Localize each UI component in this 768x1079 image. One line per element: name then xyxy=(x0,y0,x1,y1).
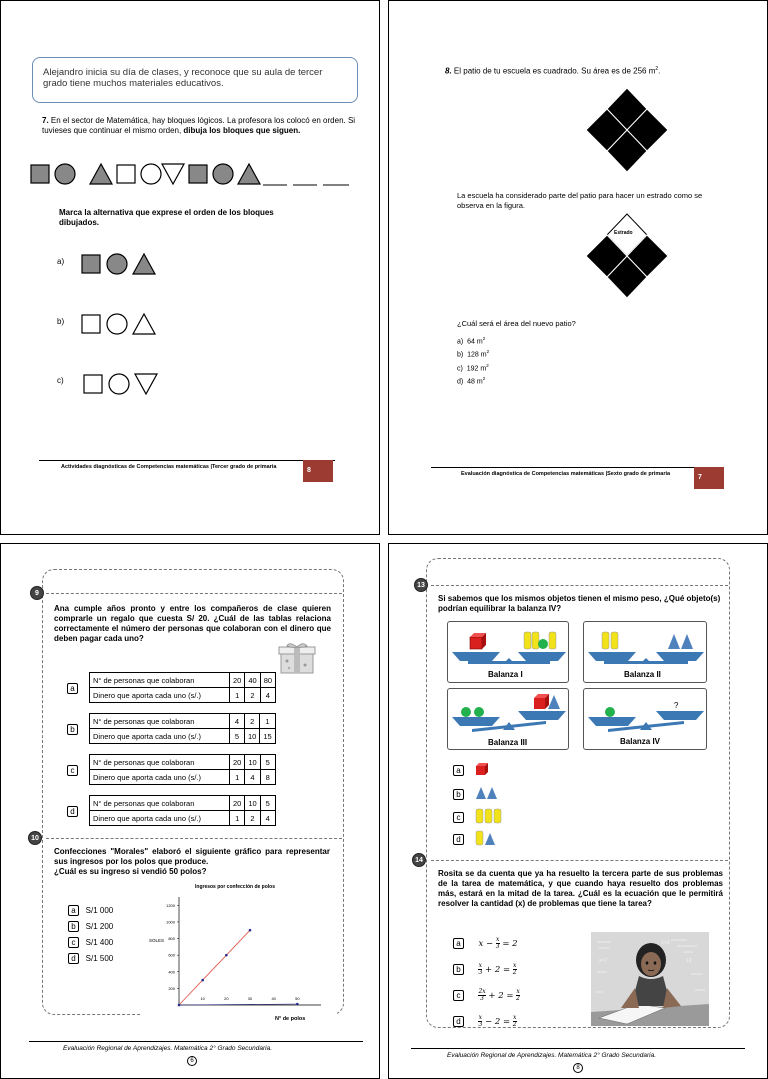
green-sphere-icon xyxy=(538,639,548,649)
chart-xlabel: N° de polos xyxy=(275,1016,306,1022)
option-a[interactable]: a) 64 $m^2$ xyxy=(457,336,486,346)
option-b-label: b) xyxy=(57,317,65,326)
y-tick-label: 800 xyxy=(168,936,175,942)
question-text: El patio de tu escuela es cuadrado. Su área es de 256 m xyxy=(453,66,656,76)
page-number-badge: 7 xyxy=(694,467,724,489)
q13-option-a[interactable] xyxy=(453,760,491,778)
footer-divider xyxy=(431,467,723,468)
intro-text: Alejandro inicia su día de clases, y reconoce que su aula de tercer grado tiene muchos materiales educativos. xyxy=(43,67,323,89)
equation-option-a[interactable]: a x − $\frac{x}{3}$ = 2 xyxy=(453,933,518,947)
yellow-cylinder-icon xyxy=(611,632,618,649)
yellow-cylinder-icon xyxy=(476,809,483,823)
table-row: Dinero que aporta cada uno (s/.) 1 4 8 xyxy=(90,770,276,785)
yellow-cylinder-icon xyxy=(485,809,492,823)
option-b-shapes[interactable] xyxy=(79,311,159,337)
option-c[interactable]: c) 192 $m^2$ xyxy=(457,362,489,372)
svg-text:x=7: x=7 xyxy=(599,958,608,964)
green-sphere-icon xyxy=(474,707,484,717)
equation-option-c[interactable]: c $\frac{2x}{3}$ + 2 = $\frac{x}{2}$ xyxy=(453,985,520,999)
white-circle-shape xyxy=(141,164,161,184)
table-row: Dinero que aporta cada uno (s/.) 1 2 4 xyxy=(90,811,276,826)
gift-icon xyxy=(275,641,319,675)
blue-pyramid-icon xyxy=(487,787,497,799)
x-tick-label: 10 xyxy=(200,996,205,1001)
data-point xyxy=(296,1003,299,1006)
q10-options xyxy=(68,905,113,969)
gray-square-shape xyxy=(31,165,49,183)
chart-ylabel: SOLES xyxy=(149,938,165,943)
option-b[interactable]: b S/1 200 xyxy=(68,921,113,937)
option-letter: b xyxy=(453,789,464,800)
question-9-text: Ana cumple años pronto y entre los compañeros de clase quieren comprarle un regalo que cuesta S/ 20. ¿Cuál de las tablas relaciona correctamente el número der personas que colaboran con el dinero que deben pagar cada uno? xyxy=(54,604,331,643)
question-text-bold: dibuja los bloques que siguen. xyxy=(183,126,301,135)
y-tick-label: 200 xyxy=(168,985,175,991)
answer-options xyxy=(457,334,489,387)
section-divider xyxy=(46,838,342,839)
area-question: ¿Cuál será el área del nuevo patio? xyxy=(457,319,576,328)
x-tick-label: 20 xyxy=(224,996,229,1001)
data-table xyxy=(89,754,276,785)
option-letter: a xyxy=(453,938,464,949)
footer-divider xyxy=(29,1041,363,1042)
page-number-circle xyxy=(187,1056,197,1066)
svg-text:2+3: 2+3 xyxy=(661,940,670,946)
q13-option-b[interactable] xyxy=(453,784,499,802)
x-tick-label: 30 xyxy=(247,996,253,1001)
option-letter: c xyxy=(453,990,464,1001)
question-10-badge: 10 xyxy=(28,831,42,845)
gray-triangle-shape xyxy=(238,164,260,184)
q13-option-d[interactable] xyxy=(453,829,499,847)
balance-4 xyxy=(583,688,707,750)
x-tick-label: 40 xyxy=(271,996,276,1001)
balance-label: Balanza IV xyxy=(620,737,661,746)
intro-box xyxy=(32,57,358,103)
estrado-label: Estrado xyxy=(614,230,633,236)
page-number-badge: 8 xyxy=(303,460,333,482)
y-tick-label: 600 xyxy=(168,952,175,958)
table-row: N° de personas que colaboran 20 10 5 xyxy=(90,755,276,770)
red-cube-icon xyxy=(470,637,482,649)
footer-divider xyxy=(39,460,335,461)
page-bottom-right xyxy=(388,543,768,1079)
blue-pyramid-icon xyxy=(476,787,486,799)
option-letter: d xyxy=(453,834,464,845)
question-number: 8. xyxy=(445,66,452,76)
chart-title: Ingresos por confección de polos xyxy=(195,884,276,890)
page-top-right xyxy=(388,0,768,535)
question-mark: ? xyxy=(674,701,679,710)
option-a-label: a) xyxy=(57,257,65,266)
instruction-text: Marca la alternativa que exprese el orden de los bloques dibujados. xyxy=(59,208,274,227)
page-bottom-left xyxy=(0,543,380,1079)
page-number: 6 xyxy=(190,1058,194,1064)
option-c-label: c) xyxy=(57,376,64,385)
yellow-cylinder-icon xyxy=(549,632,556,649)
gray-square-shape xyxy=(189,165,207,183)
option-letter: a xyxy=(453,765,464,776)
estrado-diagram xyxy=(585,213,669,299)
square-patio-diagram xyxy=(585,87,669,173)
question-10-text: Confecciones "Morales" elaboró el siguiente gráfico para representar sus ingresos por los polos que produce. ¿Cuál es su ingreso si vendió 50 polos? xyxy=(54,847,330,876)
blue-pyramid-icon xyxy=(681,634,693,649)
data-point xyxy=(225,954,228,957)
footer-text: Evaluación Regional de Aprendizajes. Matemática 2° Grado Secundaria. xyxy=(63,1045,273,1052)
page-number: 8 xyxy=(576,1065,580,1071)
blue-pyramid-icon xyxy=(485,833,495,845)
equation-option-d[interactable]: d $\frac{x}{3}$ − 2 = $\frac{x}{2}$ xyxy=(453,1011,517,1025)
option-letter: b xyxy=(453,964,464,975)
equation-option-b[interactable]: b $\frac{x}{3}$ + 2 = $\frac{x}{2}$ xyxy=(453,959,517,973)
option-letter: d xyxy=(67,806,78,817)
section-divider xyxy=(431,585,728,586)
table-row: N° de personas que colaboran 20 40 80 xyxy=(90,673,276,688)
table-row: Dinero que aporta cada uno (s/.) 5 10 15 xyxy=(90,729,276,744)
footer-text: Actividades diagnósticas de Competencias matemáticas |Tercer grado de primaria xyxy=(61,464,277,470)
section-divider xyxy=(431,860,728,861)
white-square-shape xyxy=(117,165,135,183)
estrado-description: La escuela ha considerado parte del patio para hacer un estrado como se observa en la figura. xyxy=(457,191,703,210)
y-tick-label: 400 xyxy=(168,969,175,975)
income-chart xyxy=(141,881,337,1021)
section-divider xyxy=(46,593,342,594)
question-8 xyxy=(445,64,745,77)
data-table xyxy=(89,713,276,744)
series-line xyxy=(179,930,250,1005)
data-point xyxy=(249,929,252,932)
block-sequence xyxy=(29,161,354,189)
table-row: Dinero que aporta cada uno (s/.) 1 2 4 xyxy=(90,688,276,703)
red-cube-icon xyxy=(476,766,485,775)
red-cube-icon xyxy=(534,698,545,709)
table-row: N° de personas que colaboran 4 2 1 xyxy=(90,714,276,729)
question-14-text: Rosita se da cuenta que ya ha resuelto la tercera parte de sus problemas de la tarea de matemática, y que cuando haya resuelto dos problemas más, estará en la mitad de la tarea. ¿Cuál es la ecuación que le permitirá resolver la cantidad (x) de problemas que tiene la tarea? xyxy=(438,869,723,908)
balance-3 xyxy=(447,688,569,750)
balance-2 xyxy=(583,621,707,683)
period: . xyxy=(658,66,661,76)
page-number-circle xyxy=(573,1063,583,1073)
yellow-cylinder-icon xyxy=(494,809,501,823)
scale-icon xyxy=(452,652,566,664)
footer-text: Evaluación Regional de Aprendizajes. Matemática 2° Grado Secundaria. xyxy=(447,1052,657,1059)
option-a[interactable]: a S/1 000 xyxy=(68,905,113,921)
option-letter: a xyxy=(67,683,78,694)
chart-plot xyxy=(141,881,337,1015)
student-illustration xyxy=(591,932,709,1026)
green-sphere-icon xyxy=(461,707,471,717)
table-row: N° de personas que colaboran 20 10 5 xyxy=(90,796,276,811)
yellow-cylinder-icon xyxy=(524,632,531,649)
yellow-cylinder-icon xyxy=(602,632,609,649)
footer-divider xyxy=(411,1048,745,1049)
footer-text: Evaluación diagnóstica de Competencias matemáticas |Sexto grado de primaria xyxy=(461,471,671,477)
page-top-left xyxy=(0,0,380,535)
gray-circle-shape xyxy=(55,164,75,184)
option-b[interactable]: b) 128 $m^2$ xyxy=(457,349,490,359)
data-table xyxy=(89,795,276,826)
balance-label: Balanza III xyxy=(488,738,528,747)
yellow-cylinder-icon xyxy=(476,831,483,845)
q13-option-c[interactable] xyxy=(453,807,505,825)
question-number: 7. xyxy=(42,116,49,125)
gray-circle-shape xyxy=(213,164,233,184)
option-letter: c xyxy=(67,765,78,776)
x-tick-label: 50 xyxy=(295,996,300,1001)
y-tick-label: 1000 xyxy=(166,919,175,925)
option-d[interactable]: d) 48 $m^2$ xyxy=(457,375,486,386)
yellow-cylinder-icon xyxy=(532,632,539,649)
question-7 xyxy=(42,116,360,136)
green-sphere-icon xyxy=(605,707,615,717)
y-tick-label: 1200 xyxy=(166,902,175,908)
data-point xyxy=(201,979,204,982)
option-letter: d xyxy=(453,1016,464,1027)
question-13-badge: 13 xyxy=(414,578,428,592)
option-letter: c xyxy=(453,812,464,823)
option-a-shapes[interactable] xyxy=(79,251,159,277)
blue-pyramid-icon xyxy=(548,695,560,709)
blue-pyramid-icon xyxy=(668,634,680,649)
option-c[interactable]: c S/1 400 xyxy=(68,937,113,953)
question-14-badge: 14 xyxy=(412,853,426,867)
data-table xyxy=(89,672,276,703)
question-13-text: Si sabemos que los mismos objetos tienen el mismo peso, ¿Qué objeto(s) podrían equilibrar la balanza IV? xyxy=(438,594,721,613)
balance-1 xyxy=(447,621,569,683)
gray-triangle-shape xyxy=(90,164,112,184)
question-9-badge: 9 xyxy=(30,586,44,600)
white-inverted-triangle-shape xyxy=(162,164,184,184)
option-d[interactable]: d S/1 500 xyxy=(68,953,113,969)
question-text: En el sector de Matemática, hay bloques lógicos. La profesora los colocó en orden. Si tuvieses que continuar el mismo orden, xyxy=(42,116,356,135)
balance-label: Balanza II xyxy=(624,670,661,679)
superscript: 2 xyxy=(655,66,659,72)
svg-text:12: 12 xyxy=(686,958,692,964)
balance-label: Balanza I xyxy=(488,670,523,679)
option-letter: b xyxy=(67,724,78,735)
option-c-shapes[interactable] xyxy=(81,371,161,397)
